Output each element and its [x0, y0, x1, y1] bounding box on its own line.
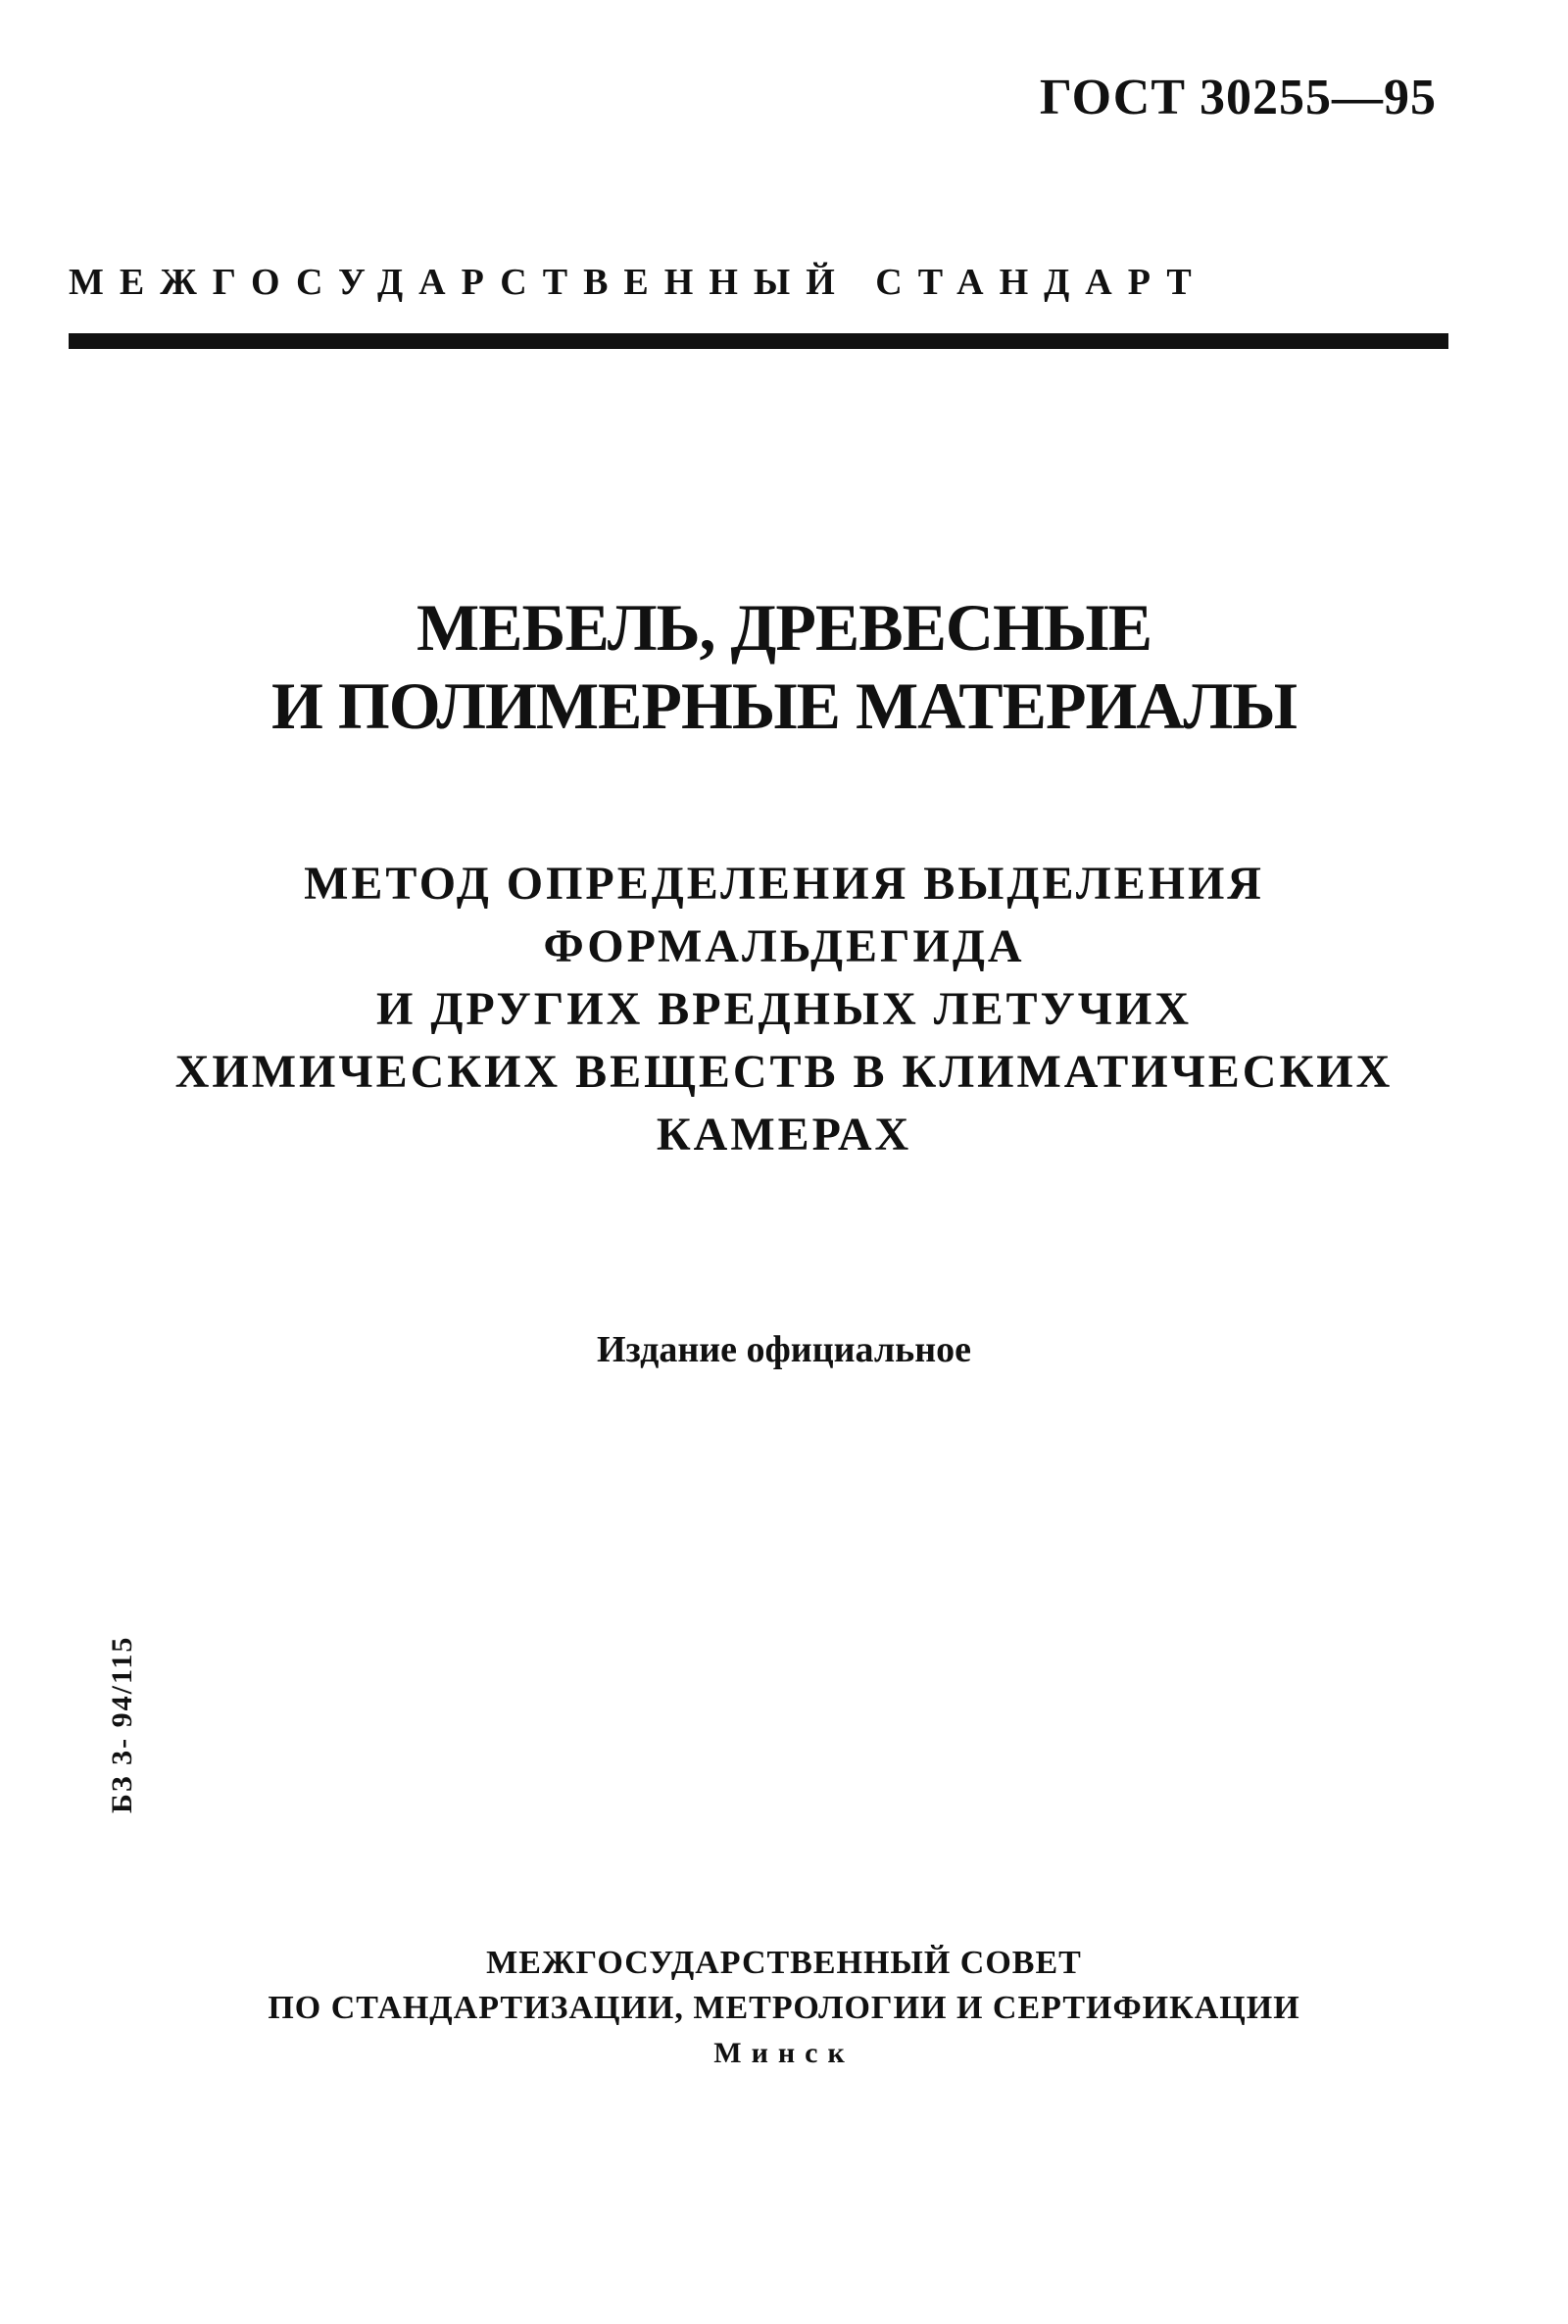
title-line: МЕБЕЛЬ, ДРЕВЕСНЫЕ	[416, 590, 1152, 665]
publisher-line: ПО СТАНДАРТИЗАЦИИ, МЕТРОЛОГИИ И СЕРТИФИКАЦИИ	[268, 1990, 1300, 2026]
document-subtitle	[0, 853, 1568, 1166]
publisher-block	[0, 1941, 1568, 2076]
subtitle-line: И ДРУГИХ ВРЕДНЫХ ЛЕТУЧИХ	[375, 983, 1192, 1035]
edition-note: Издание официальное	[596, 1329, 971, 1370]
standard-code: ГОСТ 30255—95	[1039, 70, 1437, 125]
subtitle-line: КАМЕРАХ	[656, 1109, 912, 1161]
standard-type-header: МЕЖГОСУДАРСТВЕННЫЙ СТАНДАРТ	[69, 262, 1207, 303]
subtitle-line: МЕТОД ОПРЕДЕЛЕНИЯ ВЫДЕЛЕНИЯ	[304, 858, 1264, 910]
title-line: И ПОЛИМЕРНЫЕ МАТЕРИАЛЫ	[271, 668, 1297, 743]
subtitle-line: ФОРМАЛЬДЕГИДА	[543, 920, 1025, 972]
subtitle-line: ХИМИЧЕСКИХ ВЕЩЕСТВ В КЛИМАТИЧЕСКИХ	[174, 1046, 1394, 1098]
side-registration-code: БЗ 3- 94/115	[106, 1635, 138, 1813]
document-title	[0, 588, 1568, 745]
header-rule	[69, 333, 1448, 349]
publisher-line: МЕЖГОСУДАРСТВЕННЫЙ СОВЕТ	[486, 1945, 1082, 1981]
publisher-city: Минск	[713, 2037, 855, 2069]
